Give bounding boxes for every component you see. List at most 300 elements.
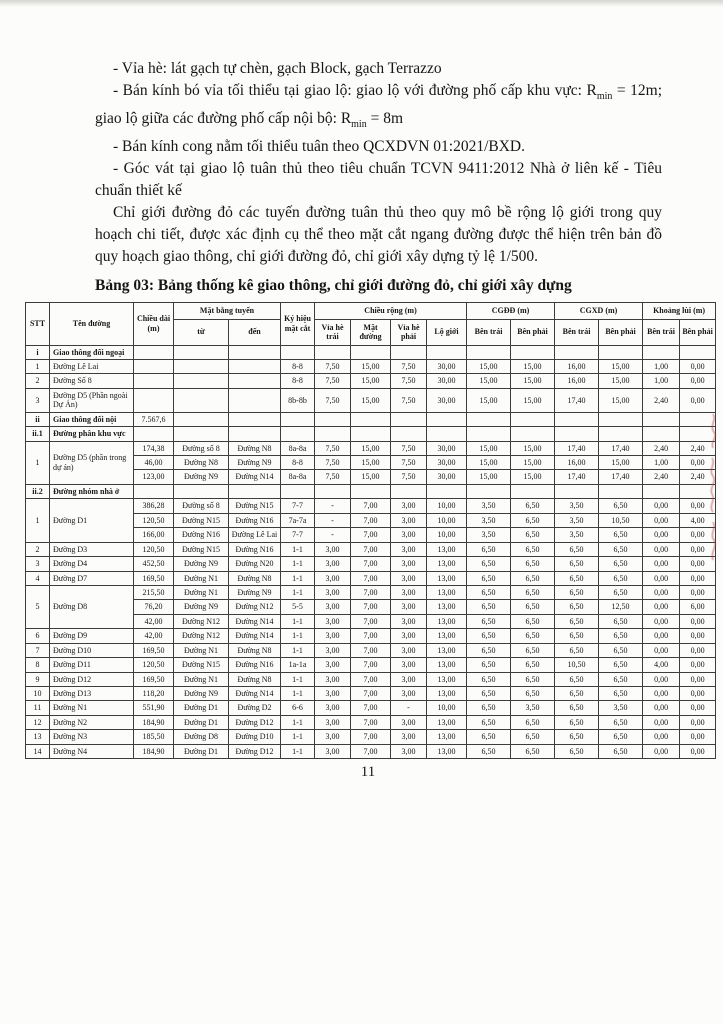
table-row bbox=[26, 441, 716, 455]
table-cell: Đường N12 bbox=[174, 614, 229, 628]
table-cell: 3,00 bbox=[391, 600, 427, 614]
table-row bbox=[26, 672, 716, 686]
table-row bbox=[26, 730, 716, 744]
table-cell: 3,00 bbox=[391, 744, 427, 758]
table-cell: Đường D2 bbox=[229, 701, 281, 715]
table-cell: 6,50 bbox=[511, 513, 555, 527]
table-cell: 0,00 bbox=[680, 388, 716, 412]
table-cell: 174,38 bbox=[134, 441, 174, 455]
table-cell: 3,00 bbox=[315, 701, 351, 715]
table-cell: 15,00 bbox=[599, 388, 643, 412]
table-cell: Đường N3 bbox=[50, 730, 134, 744]
table-cell: 13,00 bbox=[427, 715, 467, 729]
table-cell: ii.1 bbox=[26, 427, 50, 441]
table-cell: 3,00 bbox=[391, 672, 427, 686]
table-cell: 13,00 bbox=[427, 600, 467, 614]
table-cell: 120,50 bbox=[134, 513, 174, 527]
table-cell: 6,50 bbox=[599, 499, 643, 513]
table-cell: 0,00 bbox=[680, 614, 716, 628]
table-cell: 3,00 bbox=[391, 513, 427, 527]
table-cell: 7,00 bbox=[351, 672, 391, 686]
table-cell: 15,00 bbox=[511, 456, 555, 470]
table-cell: 0,00 bbox=[680, 571, 716, 585]
table-title: Bảng 03: Bảng thống kê giao thông, chỉ giới đường đỏ, chỉ giới xây dựng bbox=[95, 277, 572, 295]
table-cell: 13,00 bbox=[427, 614, 467, 628]
table-cell: 118,20 bbox=[134, 687, 174, 701]
table-cell: Đường N8 bbox=[229, 672, 281, 686]
table-row bbox=[26, 687, 716, 701]
table-cell: 6,50 bbox=[599, 571, 643, 585]
table-cell bbox=[555, 412, 599, 426]
table-cell: 30,00 bbox=[427, 374, 467, 388]
table-cell: 169,50 bbox=[134, 672, 174, 686]
table-cell: Đường D12 bbox=[229, 715, 281, 729]
table-cell: 0,00 bbox=[643, 744, 680, 758]
table-cell: Đường N16 bbox=[229, 513, 281, 527]
table-header-cell: Bên phải bbox=[599, 319, 643, 345]
table-cell: 6,50 bbox=[467, 658, 511, 672]
table-cell: 1 bbox=[26, 499, 50, 542]
table-cell: 6,50 bbox=[511, 542, 555, 556]
table-cell bbox=[555, 345, 599, 359]
table-cell: 10,50 bbox=[555, 658, 599, 672]
table-cell: Đường N16 bbox=[229, 658, 281, 672]
table-cell: 0,00 bbox=[643, 585, 680, 599]
table-cell: Đường N14 bbox=[229, 470, 281, 484]
table-cell: Đường Số 8 bbox=[50, 374, 134, 388]
table-cell: 10,00 bbox=[427, 499, 467, 513]
table-cell: 15,00 bbox=[467, 359, 511, 373]
table-cell: 6,50 bbox=[467, 614, 511, 628]
table-row bbox=[26, 715, 716, 729]
table-row bbox=[26, 345, 716, 359]
table-cell: 5-5 bbox=[281, 600, 315, 614]
table-cell: 3,50 bbox=[599, 701, 643, 715]
table-cell: 17,40 bbox=[599, 470, 643, 484]
table-cell: 7-7 bbox=[281, 499, 315, 513]
table-cell: 6,50 bbox=[599, 730, 643, 744]
table-cell: 169,50 bbox=[134, 571, 174, 585]
table-cell: 6,50 bbox=[599, 528, 643, 542]
table-cell: 6,50 bbox=[511, 672, 555, 686]
table-cell: 4 bbox=[26, 571, 50, 585]
table-cell: 3,00 bbox=[315, 629, 351, 643]
body-paragraph: Chỉ giới đường đỏ các tuyến đường tuân thủ theo quy mô bề rộng lộ giới trong quy hoạch chi tiết, được xác định cụ thể theo mặt cắt ngang đường được thể hiện trên bản đồ quy hoạch giao thông, chỉ giới đường đỏ, chỉ giới xây dựng tỷ lệ 1/500. bbox=[95, 204, 662, 266]
table-cell: 6,50 bbox=[555, 643, 599, 657]
table-cell bbox=[174, 388, 229, 412]
table-cell: ii bbox=[26, 412, 50, 426]
bullet-paragraph: - Góc vát tại giao lộ tuân thủ theo tiêu chuẩn TCVN 9411:2012 Nhà ở liên kế - Tiêu chuẩn thiết kế bbox=[95, 160, 662, 200]
table-cell bbox=[391, 345, 427, 359]
table-cell: 1,00 bbox=[643, 359, 680, 373]
table-cell bbox=[467, 345, 511, 359]
table-cell: 13,00 bbox=[427, 542, 467, 556]
table-row bbox=[26, 571, 716, 585]
table-cell bbox=[351, 412, 391, 426]
table-cell: 30,00 bbox=[427, 441, 467, 455]
table-cell: Đường N15 bbox=[229, 499, 281, 513]
subscript-min: min bbox=[596, 91, 613, 103]
table-cell: 7,00 bbox=[351, 557, 391, 571]
table-header-cell: Bên phải bbox=[511, 319, 555, 345]
table-cell: 0,00 bbox=[680, 456, 716, 470]
table-cell: 452,50 bbox=[134, 557, 174, 571]
table-cell bbox=[599, 484, 643, 498]
table-cell bbox=[229, 412, 281, 426]
table-header-cell: CGĐĐ (m) bbox=[467, 303, 555, 319]
table-cell: 6,50 bbox=[467, 687, 511, 701]
table-cell: - bbox=[315, 513, 351, 527]
table-cell: 6,50 bbox=[599, 542, 643, 556]
table-cell: 2 bbox=[26, 374, 50, 388]
table-cell: 13,00 bbox=[427, 585, 467, 599]
table-cell: 13,00 bbox=[427, 571, 467, 585]
table-cell: ii.2 bbox=[26, 484, 50, 498]
table-cell: 12 bbox=[26, 715, 50, 729]
table-cell: 15,00 bbox=[511, 388, 555, 412]
table-cell bbox=[351, 345, 391, 359]
table-cell bbox=[511, 345, 555, 359]
table-row bbox=[26, 412, 716, 426]
table-cell: 6,50 bbox=[599, 687, 643, 701]
table-cell: 1-1 bbox=[281, 614, 315, 628]
table-cell: 7,50 bbox=[315, 441, 351, 455]
table-cell: 7,50 bbox=[315, 470, 351, 484]
table-cell: 3,00 bbox=[391, 643, 427, 657]
intro-text-block bbox=[95, 58, 662, 268]
table-header-cell: Chiều rộng (m) bbox=[315, 303, 467, 319]
table-cell: Đường N14 bbox=[229, 629, 281, 643]
table-cell bbox=[134, 427, 174, 441]
table-cell: 17,40 bbox=[555, 388, 599, 412]
table-cell: 0,00 bbox=[680, 585, 716, 599]
table-header-cell: đến bbox=[229, 319, 281, 345]
table-cell bbox=[174, 427, 229, 441]
table-cell: 8-8 bbox=[281, 456, 315, 470]
table-cell bbox=[134, 374, 174, 388]
table-cell: 6,50 bbox=[511, 600, 555, 614]
table-cell: 0,00 bbox=[643, 715, 680, 729]
table-cell: 6,50 bbox=[511, 614, 555, 628]
table-cell bbox=[281, 412, 315, 426]
table-header-cell: Chiều dài (m) bbox=[134, 303, 174, 345]
table-cell: 6,50 bbox=[511, 658, 555, 672]
table-cell: 3,50 bbox=[467, 499, 511, 513]
table-cell: 10 bbox=[26, 687, 50, 701]
table-cell: Đường D1 bbox=[174, 715, 229, 729]
table-row bbox=[26, 643, 716, 657]
table-cell bbox=[315, 427, 351, 441]
table-cell: 6,50 bbox=[467, 715, 511, 729]
table-cell: Đường N9 bbox=[174, 600, 229, 614]
table-header-cell: Bên trái bbox=[467, 319, 511, 345]
table-cell: Đường D8 bbox=[50, 585, 134, 628]
table-cell bbox=[134, 359, 174, 373]
table-cell: 11 bbox=[26, 701, 50, 715]
table-cell: 6,50 bbox=[555, 730, 599, 744]
table-header-cell: Vỉa hè trái bbox=[315, 319, 351, 345]
table-cell: 6,50 bbox=[511, 528, 555, 542]
table-cell bbox=[315, 345, 351, 359]
table-cell: 7,50 bbox=[391, 359, 427, 373]
table-cell: 6,50 bbox=[511, 730, 555, 744]
table-cell: 6,50 bbox=[511, 629, 555, 643]
table-cell: 1 bbox=[26, 359, 50, 373]
table-cell bbox=[229, 345, 281, 359]
table-cell bbox=[281, 345, 315, 359]
table-cell bbox=[229, 359, 281, 373]
table-cell bbox=[281, 484, 315, 498]
table-cell: Đường D8 bbox=[174, 730, 229, 744]
table-cell: 3,00 bbox=[391, 730, 427, 744]
table-cell: 0,00 bbox=[680, 542, 716, 556]
table-cell: 7,00 bbox=[351, 643, 391, 657]
table-cell: 13,00 bbox=[427, 557, 467, 571]
table-cell: 6,50 bbox=[555, 629, 599, 643]
table-cell: 2,40 bbox=[643, 388, 680, 412]
table-cell: 30,00 bbox=[427, 456, 467, 470]
table-cell: 7a-7a bbox=[281, 513, 315, 527]
table-cell bbox=[229, 388, 281, 412]
paragraph-text: = 8m bbox=[366, 110, 404, 128]
table-cell: 13,00 bbox=[427, 730, 467, 744]
table-cell: Đường N15 bbox=[174, 542, 229, 556]
table-cell: 3,00 bbox=[315, 687, 351, 701]
table-cell bbox=[315, 412, 351, 426]
table-cell: 15,00 bbox=[467, 441, 511, 455]
table-cell: 6,50 bbox=[467, 600, 511, 614]
table-cell: Đường N12 bbox=[229, 600, 281, 614]
table-cell: 7,50 bbox=[391, 470, 427, 484]
table-cell: Đường N15 bbox=[174, 658, 229, 672]
table-cell: 6,50 bbox=[555, 687, 599, 701]
table-cell: 184,90 bbox=[134, 744, 174, 758]
table-cell: 3,00 bbox=[315, 600, 351, 614]
table-cell: 0,00 bbox=[643, 687, 680, 701]
table-cell: Đường D1 bbox=[50, 499, 134, 542]
table-cell: 0,00 bbox=[643, 672, 680, 686]
table-cell: 7,50 bbox=[391, 374, 427, 388]
table-cell: 0,00 bbox=[643, 643, 680, 657]
table-cell: 7,50 bbox=[391, 388, 427, 412]
table-cell: 1-1 bbox=[281, 542, 315, 556]
table-cell bbox=[511, 484, 555, 498]
table-cell: 42,00 bbox=[134, 614, 174, 628]
table-cell: 10,00 bbox=[427, 701, 467, 715]
table-header-cell: từ bbox=[174, 319, 229, 345]
bullet-paragraph: - Bán kính cong nằm tối thiểu tuân theo QCXDVN 01:2021/BXD. bbox=[113, 138, 525, 156]
table-cell: 15,00 bbox=[511, 470, 555, 484]
table-cell: 6,50 bbox=[599, 672, 643, 686]
table-cell: 7,00 bbox=[351, 701, 391, 715]
table-cell: Đường D5 (Phần ngoài Dự Án) bbox=[50, 388, 134, 412]
table-cell: 3,50 bbox=[555, 528, 599, 542]
table-cell bbox=[391, 427, 427, 441]
table-cell: Đường N20 bbox=[229, 557, 281, 571]
table-cell: 1-1 bbox=[281, 730, 315, 744]
table-cell: 6,50 bbox=[467, 744, 511, 758]
table-cell: 0,00 bbox=[643, 542, 680, 556]
table-cell: Đường N1 bbox=[174, 571, 229, 585]
table-cell: 185,50 bbox=[134, 730, 174, 744]
table-cell: 215,50 bbox=[134, 585, 174, 599]
table-cell: Đường D9 bbox=[50, 629, 134, 643]
table-cell: 3 bbox=[26, 388, 50, 412]
table-cell: 7,50 bbox=[391, 456, 427, 470]
table-cell: 6,50 bbox=[511, 557, 555, 571]
table-cell: 0,00 bbox=[643, 614, 680, 628]
table-cell: 30,00 bbox=[427, 470, 467, 484]
table-cell: 46,00 bbox=[134, 456, 174, 470]
table-cell: 1-1 bbox=[281, 672, 315, 686]
table-cell: 0,00 bbox=[680, 629, 716, 643]
table-header-cell: Ký hiệu mặt cắt bbox=[281, 303, 315, 345]
table-cell bbox=[467, 484, 511, 498]
table-cell: 0,00 bbox=[680, 557, 716, 571]
table-cell: 6,50 bbox=[467, 730, 511, 744]
scan-edge-shadow bbox=[0, 0, 723, 7]
table-cell: Đường số 8 bbox=[174, 441, 229, 455]
bullet-paragraph: - Vỉa hè: lát gạch tự chèn, gạch Block, gạch Terrazzo bbox=[113, 60, 442, 77]
table-cell: 16,00 bbox=[555, 456, 599, 470]
table-cell bbox=[599, 345, 643, 359]
table-cell: 0,00 bbox=[643, 513, 680, 527]
table-row bbox=[26, 388, 716, 412]
table-cell: Đường D3 bbox=[50, 542, 134, 556]
table-cell: 0,00 bbox=[643, 701, 680, 715]
table-header-cell: Tên đường bbox=[50, 303, 134, 345]
table-cell bbox=[351, 484, 391, 498]
table-header-cell: STT bbox=[26, 303, 50, 345]
table-cell: 6,50 bbox=[467, 542, 511, 556]
table-cell bbox=[174, 374, 229, 388]
table-cell: 13,00 bbox=[427, 629, 467, 643]
table-cell bbox=[555, 484, 599, 498]
table-row bbox=[26, 744, 716, 758]
table-row bbox=[26, 484, 716, 498]
table-cell: 2,40 bbox=[680, 441, 716, 455]
table-cell: 0,00 bbox=[680, 658, 716, 672]
table-cell: 7,50 bbox=[315, 359, 351, 373]
table-cell bbox=[134, 484, 174, 498]
table-cell: Đường nhóm nhà ở bbox=[50, 484, 134, 498]
table-cell bbox=[174, 484, 229, 498]
table-header-cell: Bên trái bbox=[643, 319, 680, 345]
table-cell: 0,00 bbox=[680, 744, 716, 758]
table-cell: 13 bbox=[26, 730, 50, 744]
table-cell: 7,50 bbox=[315, 456, 351, 470]
table-cell bbox=[511, 412, 555, 426]
table-cell bbox=[391, 484, 427, 498]
table-cell: 7,00 bbox=[351, 687, 391, 701]
table-cell: 6,50 bbox=[599, 715, 643, 729]
table-cell: - bbox=[391, 701, 427, 715]
table-cell: 6-6 bbox=[281, 701, 315, 715]
table-cell: 3,00 bbox=[315, 744, 351, 758]
table-cell bbox=[315, 484, 351, 498]
table-cell bbox=[643, 484, 680, 498]
table-cell: 8-8 bbox=[281, 374, 315, 388]
table-cell: 6,50 bbox=[555, 701, 599, 715]
table-cell: 0,00 bbox=[643, 571, 680, 585]
table-cell: Đường N8 bbox=[229, 441, 281, 455]
table-cell: Đường D4 bbox=[50, 557, 134, 571]
subscript-min: min bbox=[351, 119, 367, 131]
table-cell: 14 bbox=[26, 744, 50, 758]
paragraph-text: = 12m; giao lộ giữa các đường phố cấp nội bộ: R bbox=[95, 82, 663, 128]
table-cell: 3,00 bbox=[315, 715, 351, 729]
table-cell: 6,50 bbox=[511, 643, 555, 657]
table-cell: 1-1 bbox=[281, 687, 315, 701]
table-row bbox=[26, 701, 716, 715]
table-cell: 76,20 bbox=[134, 600, 174, 614]
table-cell: 0,00 bbox=[680, 528, 716, 542]
table-row bbox=[26, 374, 716, 388]
table-cell: 3,00 bbox=[315, 614, 351, 628]
table-cell: 3,00 bbox=[315, 643, 351, 657]
table-cell: 3,00 bbox=[315, 730, 351, 744]
table-cell: 7,00 bbox=[351, 715, 391, 729]
table-cell: 7,50 bbox=[391, 441, 427, 455]
table-row bbox=[26, 499, 716, 513]
table-cell: 7,00 bbox=[351, 499, 391, 513]
table-row bbox=[26, 427, 716, 441]
table-cell: 3,50 bbox=[555, 513, 599, 527]
table-cell bbox=[229, 484, 281, 498]
table-cell bbox=[427, 484, 467, 498]
table-cell: 15,00 bbox=[599, 374, 643, 388]
table-cell: 6,50 bbox=[599, 744, 643, 758]
table-cell: 0,00 bbox=[643, 557, 680, 571]
table-cell: 6,50 bbox=[511, 715, 555, 729]
table-header-cell: Khoảng lùi (m) bbox=[643, 303, 716, 319]
table-cell: 15,00 bbox=[511, 441, 555, 455]
page-number: 11 bbox=[360, 764, 376, 781]
table-cell: 10,00 bbox=[427, 528, 467, 542]
table-cell: 6,50 bbox=[555, 715, 599, 729]
table-cell: Đường số 8 bbox=[174, 499, 229, 513]
table-cell: Đường N2 bbox=[50, 715, 134, 729]
table-row bbox=[26, 658, 716, 672]
table-cell: 0,00 bbox=[643, 629, 680, 643]
table-cell: Đường D1 bbox=[174, 701, 229, 715]
table-cell: 0,00 bbox=[680, 672, 716, 686]
table-cell: 9 bbox=[26, 672, 50, 686]
table-header-cell: Lộ giới bbox=[427, 319, 467, 345]
table-cell: Đường N1 bbox=[174, 585, 229, 599]
table-cell bbox=[391, 412, 427, 426]
table-cell: 1-1 bbox=[281, 744, 315, 758]
table-cell: 3,00 bbox=[315, 557, 351, 571]
table-cell: 10,00 bbox=[427, 513, 467, 527]
table-cell: 3,00 bbox=[391, 614, 427, 628]
table-cell bbox=[680, 345, 716, 359]
table-cell: 2,40 bbox=[643, 470, 680, 484]
table-cell: 3,00 bbox=[391, 715, 427, 729]
table-cell: 3,00 bbox=[391, 528, 427, 542]
table-cell: 17,40 bbox=[555, 470, 599, 484]
table-cell: Đường N8 bbox=[229, 643, 281, 657]
table-cell: 169,50 bbox=[134, 643, 174, 657]
table-cell: 4,00 bbox=[643, 658, 680, 672]
table-cell: 3,00 bbox=[391, 499, 427, 513]
table-cell: 0,00 bbox=[643, 730, 680, 744]
table-cell: 7,00 bbox=[351, 542, 391, 556]
table-cell: 1,00 bbox=[643, 456, 680, 470]
table-cell: Đường N14 bbox=[229, 614, 281, 628]
table-cell: 16,00 bbox=[555, 374, 599, 388]
table-cell: 15,00 bbox=[351, 470, 391, 484]
